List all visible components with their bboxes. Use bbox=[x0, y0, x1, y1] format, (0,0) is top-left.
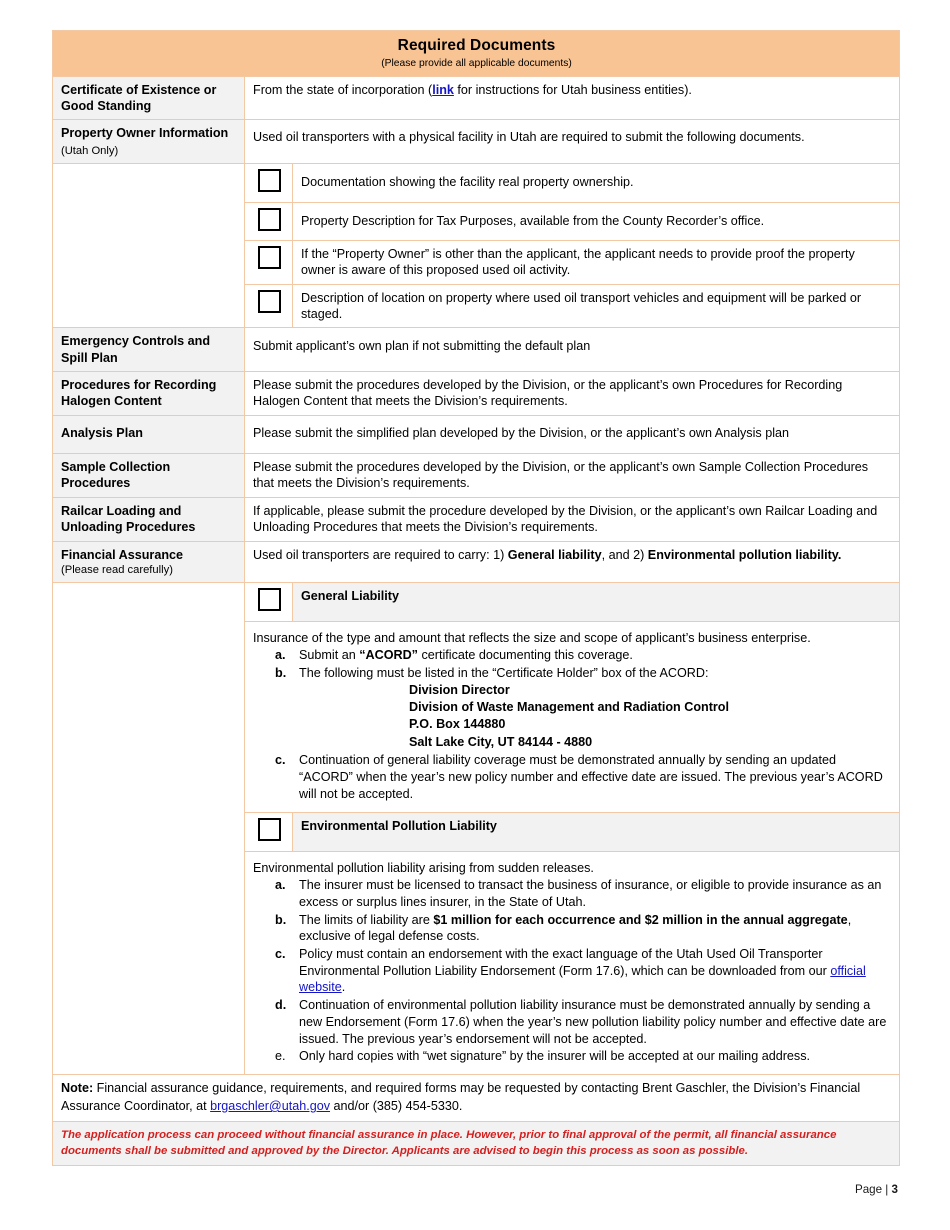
property-item-text-1: Property Description for Tax Purposes, available from the County Recorder’s office. bbox=[293, 202, 900, 240]
env-item-e-text: Only hard copies with “wet signature” by the insurer will be accepted at our mailing address. bbox=[299, 1049, 810, 1064]
table-row-sample bbox=[53, 454, 900, 498]
checkbox-cell-property-2[interactable] bbox=[245, 240, 293, 284]
official-website-link[interactable]: official website bbox=[299, 963, 866, 995]
certificate-text-before: From the state of incorporation ( bbox=[253, 82, 433, 97]
environmental-pollution-content bbox=[245, 851, 900, 1074]
table-row-property-item-0 bbox=[53, 164, 900, 202]
row-label-analysis: Analysis Plan bbox=[53, 415, 245, 453]
table-row-general-liability-heading bbox=[53, 583, 900, 621]
env-item-c-pre: Policy must contain an endorsement with the exact language of the Utah Used Oil Transporter Environmental Pollution Liability Endorsement (Form 17.6), which can be downloaded from our bbox=[299, 947, 831, 978]
warning-text: The application process can proceed without financial assurance in place. However, prior to final approval of the permit, all financial assurance documents shall be submitted and approved by the Director. Applicants are advised to begin this process as soon as possible. bbox=[53, 1121, 900, 1165]
item-b-text: The following must be listed in the “Certificate Holder” box of the ACORD: bbox=[299, 665, 709, 680]
list-item-b bbox=[253, 665, 892, 751]
env-item-b-pre: The limits of liability are bbox=[299, 912, 434, 927]
list-marker-a: a. bbox=[275, 878, 286, 893]
certificate-text-after: for instructions for Utah business entities). bbox=[453, 82, 692, 97]
item-a-post: certificate documenting this coverage. bbox=[417, 648, 633, 663]
checkbox-icon[interactable] bbox=[258, 169, 281, 192]
property-item-text-2: If the “Property Owner” is other than the applicant, the applicant needs to provide proof the property owner is aware of this proposed used oil activity. bbox=[293, 240, 900, 284]
table-row-emergency bbox=[53, 328, 900, 372]
property-item-text-0: Documentation showing the facility real property ownership. bbox=[293, 164, 900, 202]
header-banner bbox=[53, 31, 900, 77]
list-marker-e: e. bbox=[275, 1049, 286, 1064]
table-row-analysis bbox=[53, 415, 900, 453]
financial-intro-part3: . bbox=[837, 547, 842, 562]
checkbox-icon[interactable] bbox=[258, 208, 281, 231]
email-link[interactable]: brgaschler@utah.gov bbox=[210, 1099, 331, 1114]
item-a-bold: “ACORD” bbox=[359, 648, 418, 663]
list-marker-c: c. bbox=[275, 947, 286, 962]
env-item-a-text: The insurer must be licensed to transact the business of insurance, or eligible to provide insurance as an excess or surplus lines insurer, in the State of Utah. bbox=[299, 878, 882, 909]
financial-intro-part2: , and 2) bbox=[601, 547, 648, 562]
financial-label-note: (Please read carefully) bbox=[61, 563, 173, 576]
row-content-property-owner: Used oil transporters with a physical facility in Utah are required to submit the following documents. bbox=[245, 120, 900, 164]
row-label-railcar: Railcar Loading and Unloading Procedures bbox=[53, 497, 245, 541]
general-liability-heading: General Liability bbox=[293, 583, 900, 621]
property-owner-label-note: (Utah Only) bbox=[61, 144, 119, 157]
row-content-halogen: Please submit the procedures developed by the Division, or the applicant’s own Procedures for Recording Halogen Content that meets the Division’s requirements. bbox=[245, 372, 900, 416]
row-label-emergency: Emergency Controls and Spill Plan bbox=[53, 328, 245, 372]
utah-business-entities-link[interactable]: link bbox=[432, 82, 454, 97]
list-item-a bbox=[253, 647, 892, 664]
checkbox-cell-general-liability[interactable] bbox=[245, 583, 293, 621]
item-a-pre: Submit an bbox=[299, 648, 360, 663]
row-label-sample: Sample Collection Procedures bbox=[53, 454, 245, 498]
environmental-pollution-list bbox=[253, 877, 892, 1065]
list-item-a bbox=[253, 877, 892, 910]
checkbox-icon[interactable] bbox=[258, 588, 281, 611]
table-row-halogen bbox=[53, 372, 900, 416]
note-cell bbox=[53, 1075, 900, 1122]
note-text-post: and/or (385) 454-5330. bbox=[330, 1099, 463, 1114]
row-content-sample: Please submit the procedures developed by the Division, or the applicant’s own Sample Collection Procedures that meets the Division’s requirements. bbox=[245, 454, 900, 498]
row-label-property-owner bbox=[53, 120, 245, 164]
property-item-text-3: Description of location on property where used oil transport vehicles and equipment will be parked or staged. bbox=[293, 284, 900, 328]
row-label-certificate: Certificate of Existence or Good Standing bbox=[53, 76, 245, 120]
page-footer bbox=[855, 1183, 898, 1196]
list-item-e bbox=[253, 1048, 892, 1065]
list-marker-b: b. bbox=[275, 665, 287, 680]
financial-intro-bold2: Environmental pollution liability bbox=[647, 547, 838, 562]
financial-intro-part1: Used oil transporters are required to carry: 1) bbox=[253, 547, 508, 562]
label-spacer-property bbox=[53, 164, 245, 328]
list-item-d bbox=[253, 997, 892, 1047]
row-content-railcar: If applicable, please submit the procedure developed by the Division, or the applicant’s own Railcar Loading and Unloading Procedures that meets the Division’s requirements. bbox=[245, 497, 900, 541]
list-item-c bbox=[253, 752, 892, 802]
checkbox-icon[interactable] bbox=[258, 290, 281, 313]
list-marker-a: a. bbox=[275, 648, 286, 663]
financial-intro-bold1: General liability bbox=[507, 547, 602, 562]
table-row-railcar bbox=[53, 497, 900, 541]
list-marker-b: b. bbox=[275, 912, 287, 927]
table-row-financial-assurance bbox=[53, 541, 900, 583]
checkbox-cell-environmental[interactable] bbox=[245, 813, 293, 851]
address-line-2: P.O. Box 144880 bbox=[409, 717, 506, 732]
financial-label-main: Financial Assurance bbox=[61, 547, 184, 562]
table-row-warning bbox=[53, 1121, 900, 1165]
environmental-pollution-heading: Environmental Pollution Liability bbox=[293, 813, 900, 851]
general-liability-intro: Insurance of the type and amount that reflects the size and scope of applicant’s business enterprise. bbox=[253, 630, 811, 645]
row-content-certificate bbox=[245, 76, 900, 120]
checkbox-icon[interactable] bbox=[258, 818, 281, 841]
footer-page-label: Page | bbox=[855, 1183, 889, 1196]
table-row-property-owner bbox=[53, 120, 900, 164]
label-spacer-financial bbox=[53, 583, 245, 1075]
row-content-financial-assurance bbox=[245, 541, 900, 583]
note-label: Note: bbox=[61, 1081, 94, 1096]
env-item-b-bold: $1 million for each occurrence and $2 million in the annual aggregate bbox=[433, 912, 848, 927]
row-content-analysis: Please submit the simplified plan developed by the Division, or the applicant’s own Analysis plan bbox=[245, 415, 900, 453]
env-item-b-post: , exclusive of legal defense costs. bbox=[299, 912, 852, 944]
property-owner-label-main: Property Owner Information bbox=[61, 126, 229, 141]
list-marker-c: c. bbox=[275, 753, 286, 768]
row-label-financial-assurance bbox=[53, 541, 245, 583]
page-title: Required Documents bbox=[397, 37, 556, 54]
checkbox-cell-property-3[interactable] bbox=[245, 284, 293, 328]
list-marker-d: d. bbox=[275, 998, 287, 1013]
env-item-d-text: Continuation of environmental pollution liability insurance must be demonstrated annually by sending a new Endorsement (Form 17.6) when the year’s new pollution liability policy number and effective date are issued. The previous year’s endorsement will not be accepted. bbox=[299, 998, 887, 1046]
table-header-row bbox=[53, 31, 900, 77]
header-subtitle: (Please provide all applicable documents) bbox=[381, 58, 572, 70]
required-documents-table bbox=[52, 30, 900, 1166]
row-content-emergency: Submit applicant’s own plan if not submitting the default plan bbox=[245, 328, 900, 372]
address-line-3: Salt Lake City, UT 84144 - 4880 bbox=[409, 734, 593, 749]
checkbox-icon[interactable] bbox=[258, 246, 281, 269]
table-row-note bbox=[53, 1075, 900, 1122]
general-liability-content bbox=[245, 621, 900, 813]
checkbox-cell-property-1[interactable] bbox=[245, 202, 293, 240]
list-item-b bbox=[253, 912, 892, 945]
item-c-text: Continuation of general liability coverage must be demonstrated annually by sending an updated “ACORD” when the year’s new policy number and effective date are issued. The previous year’s ACORD will not be accepted. bbox=[299, 753, 883, 801]
env-item-c-post: . bbox=[341, 980, 346, 995]
note-text-pre: Financial assurance guidance, requirements, and required forms may be requested by contacting Brent Gaschler, the Division’s Financial Assurance Coordinator, at bbox=[61, 1081, 861, 1114]
checkbox-cell-property-0[interactable] bbox=[245, 164, 293, 202]
general-liability-list bbox=[253, 647, 892, 802]
address-line-0: Division Director bbox=[409, 682, 510, 697]
table-row-certificate bbox=[53, 76, 900, 120]
row-label-halogen: Procedures for Recording Halogen Content bbox=[53, 372, 245, 416]
certificate-holder-address bbox=[409, 682, 892, 752]
environmental-intro: Environmental pollution liability arising from sudden releases. bbox=[253, 860, 594, 875]
footer-page-number: 3 bbox=[891, 1183, 898, 1196]
address-line-1: Division of Waste Management and Radiation Control bbox=[409, 700, 729, 715]
list-item-c bbox=[253, 946, 892, 996]
